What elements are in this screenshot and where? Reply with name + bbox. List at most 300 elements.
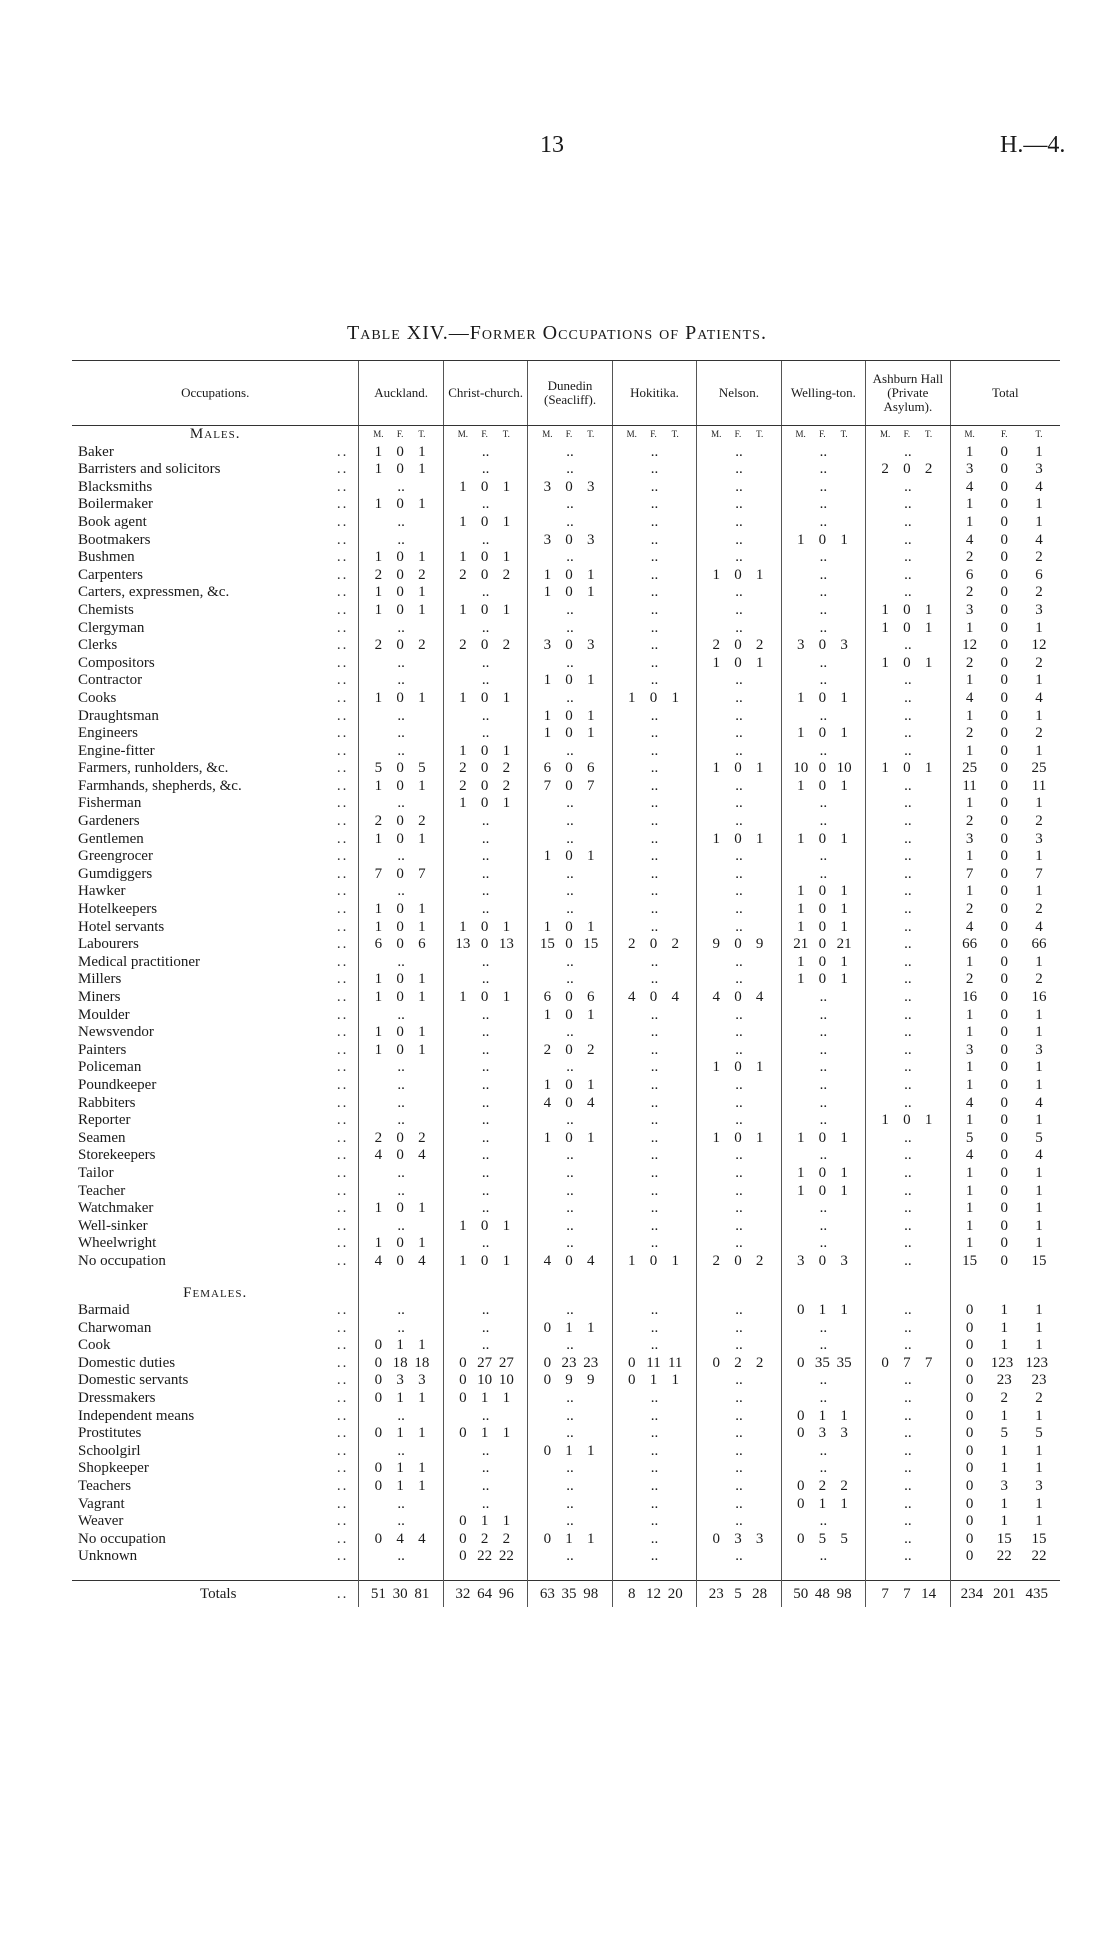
value-cell bbox=[697, 848, 781, 866]
table-row bbox=[72, 954, 1060, 972]
females-count: 0 bbox=[818, 760, 827, 777]
total-count: 2 bbox=[502, 777, 511, 794]
occupation-name: Millers bbox=[78, 971, 122, 988]
females-count: 0 bbox=[565, 1006, 573, 1023]
females-count: 0 bbox=[903, 619, 911, 636]
value-cell bbox=[528, 1302, 612, 1320]
value-cell bbox=[443, 971, 527, 989]
total-count: 1 bbox=[418, 918, 426, 935]
value-cell bbox=[612, 1581, 696, 1608]
total-count: 1 bbox=[418, 901, 426, 918]
spacer-cell bbox=[443, 1566, 527, 1581]
males-count: 2 bbox=[965, 654, 974, 671]
total-count: 2 bbox=[755, 637, 764, 654]
value-cell bbox=[950, 584, 1060, 602]
females-count: 0 bbox=[565, 566, 573, 583]
value-cell bbox=[359, 655, 443, 673]
empty-marker: .. bbox=[819, 1319, 828, 1336]
occupation-name: Prostitutes bbox=[78, 1425, 142, 1442]
empty-marker: .. bbox=[735, 1024, 743, 1041]
value-cell bbox=[866, 901, 950, 919]
mft-group bbox=[444, 514, 527, 532]
occupation-cell bbox=[72, 1165, 359, 1183]
females-count: 0 bbox=[734, 936, 742, 953]
females-count: 0 bbox=[818, 777, 827, 794]
empty-marker: .. bbox=[735, 1319, 743, 1336]
occupation-name: No occupation bbox=[78, 1252, 166, 1269]
total-count: 7 bbox=[924, 1354, 933, 1371]
mft-group bbox=[359, 690, 442, 708]
empty-marker: .. bbox=[650, 971, 659, 988]
mft-group bbox=[359, 584, 442, 602]
value-cell bbox=[950, 1112, 1060, 1130]
empty-marker: .. bbox=[397, 654, 405, 671]
males-count: 15 bbox=[539, 936, 555, 953]
empty-marker: .. bbox=[735, 1372, 743, 1389]
total-count: 1 bbox=[418, 496, 426, 513]
value-cell bbox=[866, 1130, 950, 1148]
males-count: 1 bbox=[459, 1217, 467, 1234]
empty-marker: .. bbox=[735, 1182, 743, 1199]
value-cell bbox=[443, 1112, 527, 1130]
mft-group bbox=[951, 444, 1060, 462]
total-count: 2 bbox=[1035, 725, 1043, 742]
females-count: 0 bbox=[396, 901, 404, 918]
total-count: 1 bbox=[502, 1425, 511, 1442]
empty-marker: .. bbox=[481, 443, 490, 460]
total-count: 2 bbox=[418, 637, 426, 654]
empty-marker: .. bbox=[819, 742, 828, 759]
total-count: 1 bbox=[502, 918, 511, 935]
empty-marker: .. bbox=[650, 1319, 659, 1336]
males-count: 2 bbox=[459, 566, 467, 583]
value-cell bbox=[697, 866, 781, 884]
leader-dots: .. bbox=[336, 654, 349, 671]
value-cell bbox=[528, 1408, 612, 1426]
occupation-cell bbox=[72, 1513, 359, 1531]
males-count: 5 bbox=[374, 760, 383, 777]
value-cell bbox=[781, 743, 865, 761]
females-count: 11 bbox=[646, 1354, 661, 1371]
empty-marker: .. bbox=[650, 813, 659, 830]
value-cell bbox=[612, 1183, 696, 1201]
total-count: 4 bbox=[1035, 918, 1043, 935]
mft-group bbox=[359, 1024, 442, 1042]
value-cell bbox=[781, 1042, 865, 1060]
mft-group bbox=[528, 1320, 611, 1338]
value-cell bbox=[359, 1302, 443, 1320]
total-count: 3 bbox=[840, 1252, 848, 1269]
value-cell bbox=[866, 444, 950, 462]
spacer-cell bbox=[528, 1566, 612, 1581]
value-cell bbox=[950, 1165, 1060, 1183]
males-count: 1 bbox=[712, 654, 720, 671]
females-count: 0 bbox=[480, 777, 489, 794]
females-count: 7 bbox=[903, 1586, 911, 1602]
total-count: 1 bbox=[840, 971, 848, 988]
empty-marker: .. bbox=[481, 865, 490, 882]
females-count: 1 bbox=[480, 1425, 489, 1442]
mft-group bbox=[359, 1147, 442, 1165]
value-cell bbox=[950, 514, 1060, 532]
value-cell bbox=[359, 1077, 443, 1095]
total-count: 1 bbox=[587, 584, 595, 601]
males-count: 1 bbox=[796, 883, 805, 900]
header-cell bbox=[612, 426, 696, 444]
mft-group bbox=[951, 1302, 1060, 1320]
males-count: 1 bbox=[965, 496, 974, 513]
mft-group bbox=[782, 831, 865, 849]
value-cell bbox=[612, 1007, 696, 1025]
mft-group bbox=[782, 1581, 865, 1607]
males-count: 1 bbox=[965, 1182, 974, 1199]
mft-label: M. bbox=[795, 429, 806, 439]
empty-marker: .. bbox=[397, 1548, 405, 1565]
empty-marker: .. bbox=[566, 654, 574, 671]
males-count: 1 bbox=[374, 1041, 383, 1058]
females-count: 0 bbox=[396, 760, 404, 777]
table-row bbox=[72, 514, 1060, 532]
table-row bbox=[72, 919, 1060, 937]
total-count: 4 bbox=[671, 989, 679, 1005]
empty-marker: .. bbox=[904, 549, 912, 566]
mft-group bbox=[866, 461, 949, 479]
females-count: 0 bbox=[565, 760, 573, 777]
occupation-name: Bootmakers bbox=[78, 531, 151, 548]
value-cell bbox=[528, 655, 612, 673]
empty-marker: .. bbox=[397, 953, 405, 970]
leader-dots: .. bbox=[336, 1390, 349, 1407]
females-count: 0 bbox=[649, 689, 658, 706]
value-cell bbox=[443, 1425, 527, 1443]
table-row bbox=[72, 901, 1060, 919]
empty-marker: .. bbox=[481, 1094, 490, 1111]
value-cell bbox=[866, 1007, 950, 1025]
value-cell bbox=[781, 1059, 865, 1077]
empty-marker: .. bbox=[650, 566, 659, 583]
total-count: 3 bbox=[840, 637, 848, 654]
value-cell bbox=[528, 444, 612, 462]
females-count: 0 bbox=[396, 1041, 404, 1058]
occupation-cell bbox=[72, 919, 359, 937]
empty-marker: .. bbox=[819, 1059, 828, 1076]
empty-marker: .. bbox=[481, 1235, 490, 1252]
males-count: 1 bbox=[374, 777, 383, 794]
table-title: Table XIV.—Former Occupations of Patients. bbox=[347, 322, 767, 344]
empty-marker: .. bbox=[566, 1495, 574, 1512]
mft-group bbox=[613, 1253, 696, 1271]
value-cell bbox=[866, 1372, 950, 1390]
total-count: 1 bbox=[418, 1024, 426, 1041]
occupation-name: Newsvendor bbox=[78, 1024, 154, 1041]
females-count: 0 bbox=[1000, 1147, 1009, 1164]
males-count: 0 bbox=[965, 1302, 974, 1319]
males-count: 1 bbox=[965, 742, 974, 759]
total-count: 1 bbox=[755, 654, 764, 671]
total-count: 3 bbox=[418, 1372, 426, 1389]
header-total: Total bbox=[950, 361, 1060, 426]
females-count: 0 bbox=[1000, 1129, 1009, 1146]
leader-dots: .. bbox=[336, 584, 349, 601]
value-cell bbox=[612, 866, 696, 884]
value-cell bbox=[612, 1408, 696, 1426]
total-count: 3 bbox=[1035, 601, 1043, 618]
males-count: 1 bbox=[374, 601, 383, 618]
value-cell bbox=[866, 778, 950, 796]
mft-group bbox=[359, 989, 442, 1007]
females-count: 0 bbox=[1000, 1006, 1009, 1023]
value-cell bbox=[697, 1513, 781, 1531]
total-count: 1 bbox=[1035, 1302, 1043, 1319]
females-count: 0 bbox=[1000, 1112, 1009, 1129]
empty-marker: .. bbox=[566, 883, 574, 900]
empty-marker: .. bbox=[650, 1407, 659, 1424]
value-cell bbox=[443, 496, 527, 514]
value-cell bbox=[528, 479, 612, 497]
mft-group bbox=[951, 584, 1060, 602]
value-cell bbox=[443, 743, 527, 761]
mft-group bbox=[951, 1548, 1060, 1566]
total-count: 1 bbox=[1035, 1024, 1043, 1041]
females-count: 0 bbox=[1000, 777, 1009, 794]
empty-marker: .. bbox=[735, 619, 743, 636]
value-cell bbox=[950, 567, 1060, 585]
mft-group bbox=[444, 795, 527, 813]
total-count: 1 bbox=[1035, 707, 1043, 724]
females-count: 0 bbox=[818, 936, 827, 953]
value-cell bbox=[528, 1077, 612, 1095]
mft-group bbox=[951, 831, 1060, 849]
value-cell bbox=[950, 795, 1060, 813]
total-count: 3 bbox=[587, 478, 595, 495]
value-cell bbox=[443, 1024, 527, 1042]
value-cell bbox=[612, 602, 696, 620]
value-cell bbox=[359, 954, 443, 972]
empty-marker: .. bbox=[819, 1147, 828, 1164]
value-cell bbox=[950, 444, 1060, 462]
value-cell bbox=[528, 1496, 612, 1514]
empty-marker: .. bbox=[650, 848, 659, 865]
value-cell bbox=[443, 1443, 527, 1461]
value-cell bbox=[866, 532, 950, 550]
total-count: 1 bbox=[840, 531, 848, 548]
mft-group bbox=[697, 760, 780, 778]
empty-marker: .. bbox=[650, 1548, 659, 1565]
table-row bbox=[72, 584, 1060, 602]
females-count: 0 bbox=[1000, 1094, 1009, 1111]
header-cell bbox=[528, 1285, 612, 1303]
males-count: 0 bbox=[965, 1372, 974, 1389]
females-count: 0 bbox=[480, 637, 489, 654]
mft-group bbox=[951, 760, 1060, 778]
empty-marker: .. bbox=[819, 1442, 828, 1459]
leader-dots: .. bbox=[336, 1586, 349, 1602]
occupation-cell bbox=[72, 725, 359, 743]
empty-marker: .. bbox=[650, 883, 659, 900]
occupation-name: Miners bbox=[78, 989, 121, 1005]
females-count: 0 bbox=[818, 637, 827, 654]
occupation-cell bbox=[72, 901, 359, 919]
mft-group bbox=[359, 1390, 442, 1408]
spacer-cell bbox=[443, 1271, 527, 1285]
value-cell bbox=[359, 1218, 443, 1236]
mft-group bbox=[528, 1355, 611, 1373]
value-cell bbox=[781, 496, 865, 514]
value-cell bbox=[697, 444, 781, 462]
value-cell bbox=[866, 655, 950, 673]
value-cell bbox=[528, 971, 612, 989]
mft-group bbox=[359, 549, 442, 567]
males-count: 1 bbox=[796, 1182, 805, 1199]
value-cell bbox=[443, 1372, 527, 1390]
value-cell bbox=[359, 1425, 443, 1443]
table-row bbox=[72, 532, 1060, 550]
value-cell bbox=[950, 1024, 1060, 1042]
mft-group bbox=[951, 1007, 1060, 1025]
males-count: 0 bbox=[543, 1319, 552, 1336]
females-count: 0 bbox=[1000, 1024, 1009, 1041]
females-count: 0 bbox=[818, 953, 827, 970]
empty-marker: .. bbox=[819, 619, 828, 636]
value-cell bbox=[781, 989, 865, 1007]
empty-marker: .. bbox=[904, 813, 912, 830]
males-count: 1 bbox=[459, 989, 467, 1005]
males-count: 0 bbox=[796, 1302, 805, 1319]
females-count: 5 bbox=[818, 1530, 827, 1547]
table-row bbox=[72, 602, 1060, 620]
empty-marker: .. bbox=[819, 654, 828, 671]
value-cell bbox=[866, 1077, 950, 1095]
value-cell bbox=[950, 1425, 1060, 1443]
value-cell bbox=[359, 1183, 443, 1201]
empty-marker: .. bbox=[904, 531, 912, 548]
table-row bbox=[72, 848, 1060, 866]
value-cell bbox=[528, 1007, 612, 1025]
total-count: 1 bbox=[1035, 742, 1043, 759]
mft-group bbox=[528, 584, 611, 602]
value-cell bbox=[528, 496, 612, 514]
females-count: 0 bbox=[565, 1129, 573, 1146]
empty-marker: .. bbox=[735, 813, 743, 830]
value-cell bbox=[528, 954, 612, 972]
value-cell bbox=[359, 1007, 443, 1025]
mft-group bbox=[782, 936, 865, 954]
table-row bbox=[72, 567, 1060, 585]
total-count: 96 bbox=[498, 1586, 514, 1602]
leader-dots: .. bbox=[336, 1217, 349, 1234]
value-cell bbox=[443, 1581, 527, 1608]
males-count: 4 bbox=[965, 1147, 974, 1164]
mft-group bbox=[697, 637, 780, 655]
females-count: 0 bbox=[1000, 566, 1009, 583]
value-cell bbox=[697, 1390, 781, 1408]
mft-group bbox=[613, 989, 696, 1007]
value-cell bbox=[950, 1302, 1060, 1320]
empty-marker: .. bbox=[819, 1217, 828, 1234]
value-cell bbox=[781, 1253, 865, 1271]
females-count: 0 bbox=[1000, 989, 1009, 1005]
females-count: 0 bbox=[734, 566, 742, 583]
males-count: 7 bbox=[543, 777, 552, 794]
value-cell bbox=[866, 620, 950, 638]
males-count: 1 bbox=[796, 689, 805, 706]
mft-group bbox=[359, 971, 442, 989]
value-cell bbox=[359, 1496, 443, 1514]
total-count: 1 bbox=[671, 1372, 679, 1389]
females-count: 0 bbox=[1000, 443, 1009, 460]
total-count: 10 bbox=[498, 1372, 514, 1389]
leader-dots: .. bbox=[336, 496, 349, 513]
value-cell bbox=[697, 883, 781, 901]
empty-marker: .. bbox=[397, 1164, 405, 1181]
mft-group bbox=[951, 901, 1060, 919]
value-cell bbox=[528, 584, 612, 602]
females-count: 0 bbox=[565, 918, 573, 935]
empty-marker: .. bbox=[904, 918, 912, 935]
leader-dots: .. bbox=[336, 1200, 349, 1217]
mft-group bbox=[782, 1355, 865, 1373]
females-count: 0 bbox=[396, 584, 404, 601]
males-count: 4 bbox=[965, 918, 974, 935]
value-cell bbox=[697, 496, 781, 514]
mft-group bbox=[697, 1130, 780, 1148]
females-count: 0 bbox=[734, 760, 742, 777]
males-count: 0 bbox=[796, 1478, 805, 1495]
spacer-cell bbox=[72, 1271, 359, 1285]
mft-header bbox=[359, 426, 442, 444]
empty-marker: .. bbox=[650, 707, 659, 724]
mft-group bbox=[528, 479, 611, 497]
empty-marker: .. bbox=[397, 619, 405, 636]
leader-dots: .. bbox=[336, 637, 349, 654]
mft-group bbox=[359, 1042, 442, 1060]
empty-marker: .. bbox=[819, 1024, 828, 1041]
value-cell bbox=[359, 708, 443, 726]
value-cell bbox=[528, 1042, 612, 1060]
table-row bbox=[72, 1007, 1060, 1025]
total-count: 4 bbox=[418, 1147, 426, 1164]
empty-marker: .. bbox=[735, 1217, 743, 1234]
empty-marker: .. bbox=[819, 1200, 828, 1217]
empty-marker: .. bbox=[904, 1147, 912, 1164]
value-cell bbox=[950, 1007, 1060, 1025]
value-cell bbox=[781, 901, 865, 919]
occupation-cell bbox=[72, 848, 359, 866]
mft-group bbox=[782, 1130, 865, 1148]
value-cell bbox=[528, 1147, 612, 1165]
males-count: 0 bbox=[374, 1354, 383, 1371]
value-cell bbox=[443, 936, 527, 954]
females-count: 0 bbox=[565, 584, 573, 601]
females-count: 0 bbox=[480, 742, 489, 759]
males-count: 6 bbox=[374, 936, 383, 953]
mft-group bbox=[951, 1425, 1060, 1443]
value-cell bbox=[359, 1320, 443, 1338]
value-cell bbox=[528, 725, 612, 743]
value-cell bbox=[612, 795, 696, 813]
males-count: 0 bbox=[543, 1354, 552, 1371]
occupation-cell bbox=[72, 954, 359, 972]
empty-marker: .. bbox=[904, 936, 912, 953]
mft-label: M. bbox=[373, 429, 384, 439]
females-count: 0 bbox=[903, 1112, 911, 1129]
females-count: 0 bbox=[565, 672, 573, 689]
females-count: 0 bbox=[1000, 1059, 1009, 1076]
empty-marker: .. bbox=[481, 496, 490, 513]
value-cell bbox=[528, 672, 612, 690]
empty-marker: .. bbox=[904, 1460, 912, 1477]
females-count: 0 bbox=[1000, 918, 1009, 935]
